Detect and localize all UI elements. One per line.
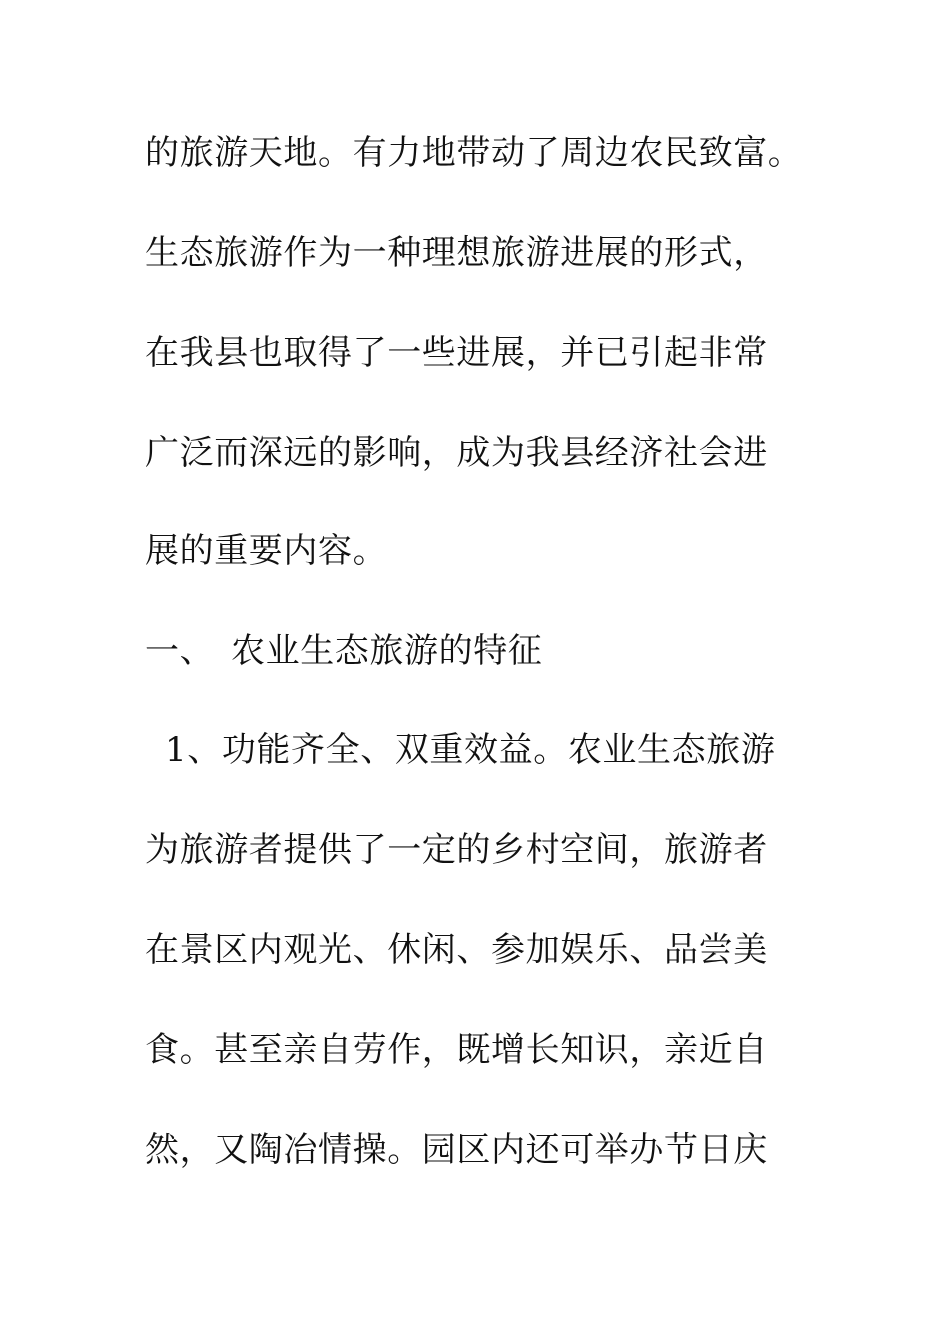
text-line: 在景区内观光、休闲、参加娱乐、品尝美 [145, 930, 768, 970]
text-line: 广泛而深远的影响，成为我县经济社会进 [145, 433, 768, 473]
section-title: 农业生态旅游的特征 [231, 631, 543, 671]
text-line: 生态旅游作为一种理想旅游进展的形式， [145, 233, 768, 273]
section-number: 一、 [145, 631, 215, 671]
text-line: 的旅游天地。有力地带动了周边农民致富。 [145, 133, 803, 173]
text-line: 展的重要内容。 [145, 531, 388, 571]
text-line: 在我县也取得了一些进展，并已引起非常 [145, 333, 768, 373]
text-line: 然，又陶冶情操。园区内还可举办节日庆 [145, 1130, 768, 1170]
text-line: 为旅游者提供了一定的乡村空间，旅游者 [145, 830, 768, 870]
section-heading [145, 631, 542, 671]
text-line: 1、功能齐全、双重效益。农业生态旅游 [165, 730, 776, 770]
text-line: 食。甚至亲自劳作，既增长知识，亲近自 [145, 1030, 768, 1070]
